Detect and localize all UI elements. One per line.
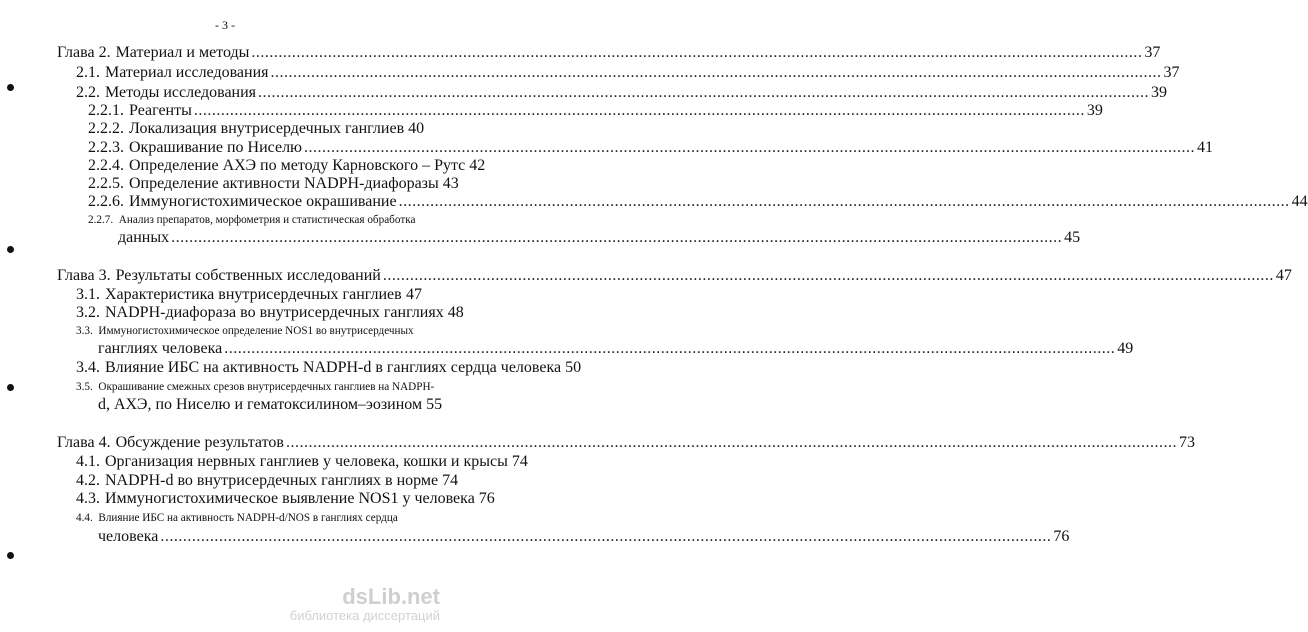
leader-dots [160, 528, 1051, 546]
toc-entry-line1[interactable] [88, 211, 415, 229]
toc-page: 44 [1291, 193, 1308, 210]
toc-number: 2.2.7. [88, 214, 114, 226]
toc-entry-line1[interactable] [76, 509, 398, 527]
leader-dots [224, 340, 1115, 358]
toc-title: Материал и методы [115, 44, 250, 61]
toc-page: 41 [1197, 139, 1213, 156]
leader-dots [304, 139, 1195, 157]
leader-dots [286, 434, 1177, 452]
toc-title: Методы исследования [105, 84, 257, 101]
toc-title: Локализация внутрисердечных ганглиев [129, 120, 405, 137]
leader-dots [383, 267, 1274, 285]
toc-number: 4.2. [76, 472, 100, 489]
toc-entry[interactable] [57, 267, 1292, 285]
toc-entry[interactable] [76, 304, 464, 322]
toc-title: Организация нервных ганглиев у человека, кошки и крысы [105, 453, 508, 470]
toc-number: Глава 2. [57, 44, 111, 61]
toc-entry[interactable] [88, 102, 1103, 120]
toc-title: Реагенты [129, 102, 192, 119]
toc-title: Иммуногистохимическое выявление NOS1 у человека [105, 490, 475, 507]
toc-page: 37 [1163, 64, 1180, 81]
bullet-mark [7, 246, 14, 253]
toc-title: Иммуногистохимическое окрашивание [129, 193, 397, 210]
toc-page: 37 [1144, 44, 1161, 61]
toc-page: 47 [1275, 267, 1292, 284]
toc-number: 2.2. [76, 84, 100, 101]
toc-entry[interactable] [118, 229, 1081, 247]
toc-page: 55 [426, 396, 443, 413]
toc-title-continued: d, АХЭ, по Ниселю и гематоксилином–эозином [98, 396, 423, 413]
leader-dots [251, 44, 1142, 62]
toc-entry[interactable] [76, 286, 422, 304]
toc-title: Характеристика внутрисердечных ганглиев [105, 286, 402, 303]
toc-entry[interactable] [88, 139, 1213, 157]
bullet-mark [7, 384, 14, 391]
leader-dots [194, 102, 1085, 120]
toc-entry[interactable] [88, 193, 1308, 211]
toc-page: 74 [511, 453, 528, 470]
toc-entry[interactable] [76, 64, 1180, 82]
toc-number: 3.1. [76, 286, 100, 303]
bullet-mark [7, 84, 14, 91]
toc-number: 2.2.5. [88, 175, 124, 192]
toc-entry[interactable] [76, 490, 495, 508]
toc-number: 3.3. [76, 325, 93, 337]
toc-number: 2.2.4. [88, 157, 124, 174]
toc-title: Окрашивание по Ниселю [129, 139, 302, 156]
bullet-mark [7, 552, 14, 559]
toc-page: 39 [1086, 102, 1103, 119]
toc-page: 73 [1178, 434, 1195, 451]
toc-entry[interactable] [76, 359, 582, 377]
toc-title: Анализ препаратов, морфометрия и статистическая обработка [118, 214, 416, 226]
toc-number: 3.2. [76, 304, 100, 321]
leader-dots [271, 64, 1162, 82]
toc-number: 4.3. [76, 490, 100, 507]
leader-dots [258, 84, 1149, 102]
toc-entry[interactable] [88, 175, 459, 193]
toc-page: 42 [469, 157, 486, 174]
toc-entry[interactable] [57, 434, 1195, 452]
toc-entry[interactable] [76, 84, 1168, 102]
toc-page: 40 [408, 120, 425, 137]
toc-title-continued: данных [118, 229, 170, 246]
toc-page: 76 [1053, 528, 1070, 545]
toc-number: 3.4. [76, 359, 100, 376]
watermark-logo: dsLib.net [342, 584, 440, 609]
toc-title: Определение активности NADPH-диафоразы [129, 175, 439, 192]
toc-entry[interactable] [76, 472, 459, 490]
toc-number: 3.5. [76, 381, 93, 393]
toc-page: 43 [442, 175, 459, 192]
toc-title: Влияние ИБС на активность NADPH-d/NOS в ганглиях сердца [98, 512, 398, 524]
toc-number: 2.2.3. [88, 139, 124, 156]
toc-title: NADPH-диафораза во внутрисердечных ганглиях [105, 304, 444, 321]
toc-entry[interactable] [98, 340, 1134, 358]
toc-page: 50 [565, 359, 582, 376]
toc-number: 4.4. [76, 512, 93, 524]
toc-title: Определение АХЭ по методу Карновского – Рутс [129, 157, 466, 174]
toc-title-continued: человека [98, 528, 159, 545]
watermark [290, 586, 440, 624]
toc-page: 45 [1064, 229, 1081, 246]
toc-title: Окрашивание смежных срезов внутрисердечных ганглиев на NADPH- [98, 381, 435, 393]
toc-entry-line1[interactable] [76, 378, 434, 396]
toc-entry[interactable] [88, 157, 486, 175]
toc-title: Материал исследования [105, 64, 269, 81]
toc-number: 4.1. [76, 453, 100, 470]
toc-number: 2.2.2. [88, 120, 124, 137]
page-number: - 3 - [215, 18, 235, 32]
toc-title: Результаты собственных исследований [115, 267, 381, 284]
toc-entry[interactable] [98, 528, 1070, 546]
toc-page: 47 [406, 286, 422, 303]
toc-number: Глава 3. [57, 267, 111, 284]
leader-dots [171, 229, 1062, 247]
toc-entry-line1[interactable] [76, 322, 414, 340]
toc-entry[interactable] [57, 44, 1161, 62]
toc-number: Глава 4. [57, 434, 111, 451]
toc-page: 39 [1151, 84, 1168, 101]
toc-entry[interactable] [76, 453, 528, 471]
toc-page: 49 [1117, 340, 1134, 357]
toc-number: 2.2.1. [88, 102, 124, 119]
toc-page: 48 [447, 304, 464, 321]
toc-number: 2.1. [76, 64, 100, 81]
leader-dots [399, 193, 1290, 211]
toc-page: 76 [478, 490, 495, 507]
toc-title-continued: ганглиях человека [98, 340, 223, 357]
toc-title: Обсуждение результатов [115, 434, 284, 451]
toc-title: Иммуногистохимическое определение NOS1 во внутрисердечных [98, 325, 414, 337]
toc-entry[interactable] [98, 396, 443, 414]
watermark-subtitle: библиотека диссертаций [289, 608, 440, 623]
toc-entry[interactable] [88, 120, 425, 138]
toc-title: Влияние ИБС на активность NADPH-d в ганглиях сердца человека [105, 359, 562, 376]
toc-title: NADPH-d во внутрисердечных ганглиях в норме [105, 472, 439, 489]
toc-number: 2.2.6. [88, 193, 124, 210]
toc-page: 74 [442, 472, 459, 489]
